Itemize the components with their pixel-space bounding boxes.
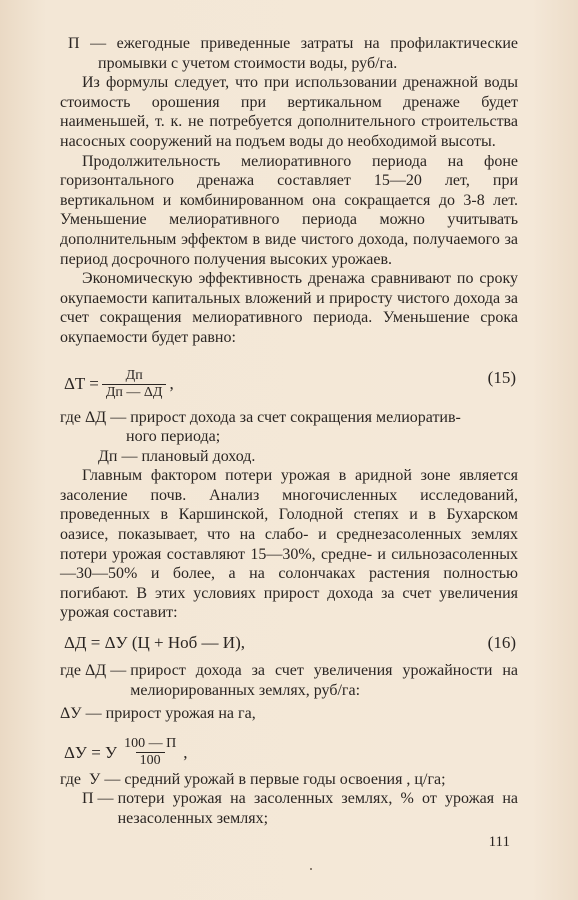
- paragraph-definition-p: П — ежегодные приведенные затраты на профилактические промывки с учетом стоимости воды, руб/га.: [68, 35, 518, 72]
- formula-yield-fraction: [120, 736, 180, 769]
- definition-text: средний урожай в первые годы освоения , ц/га;: [124, 770, 446, 788]
- definitions-15: [60, 408, 518, 467]
- formula-16: [60, 627, 518, 659]
- definition-text: плановый доход.: [141, 447, 256, 465]
- paragraph-economic-efficiency: Экономическую эффективность дренажа сравнивают по сроку окупаемости капитальных вложений и приросту чистого дохода за счет сокращения мелиоративного периода. Уменьшение срока окупаемости будет равно:: [60, 270, 518, 346]
- definition-row: [60, 408, 518, 428]
- definition-continuation: ного периода;: [126, 428, 221, 446]
- definition-row: [60, 704, 518, 724]
- definition-label: П —: [82, 790, 118, 808]
- definition-label: Дп —: [98, 447, 142, 465]
- definition-row: [60, 447, 518, 467]
- formula-yield-numerator: 100 — П: [124, 735, 177, 751]
- formula-15-numerator: Дп: [125, 367, 143, 383]
- paragraph-drainage-cost: Из формулы следует, что при использовании дренажной воды стоимость орошения при вертикальном дренаже будет наименьшей, т. к. не потребуется дополнительного строительства насосных сооружений на подъем воды до необходимой высоты.: [60, 74, 518, 150]
- definition-label: где У —: [60, 770, 125, 788]
- page-body: [60, 34, 518, 829]
- definition-row: [60, 661, 518, 700]
- formula-16-number: (16): [487, 633, 516, 653]
- definitions-final: [60, 770, 518, 829]
- definition-text: потери урожая на засоленных землях, % от урожая на незасоленных землях;: [117, 790, 518, 827]
- formula-yield-tail: ,: [183, 742, 188, 762]
- definition-label: где ΔД —: [60, 408, 131, 426]
- definition-label: ΔУ —: [60, 705, 106, 723]
- definition-text: прирост дохода за счет сокращения мелиоратив-: [130, 408, 461, 426]
- definitions-16: [60, 661, 518, 724]
- formula-15-tail: ,: [169, 374, 174, 394]
- formula-15-denominator: Дп — ΔД: [102, 384, 167, 401]
- formula-15: [60, 354, 518, 404]
- definition-text: прирост дохода за счет увеличения урожайности на мелиорированных землях, руб/га:: [130, 662, 518, 699]
- page-number: 111: [488, 834, 510, 850]
- paragraph-melioration-period: Продолжительность мелиоративного периода на фоне горизонтального дренажа составляет 15—20 лет, при вертикальном и комбинированном она сокращается до 3-8 лет. Уменьшение мелиоративного периода можно учитывать дополнительным эффектом в виде чистого дохода, получаемого за период досрочного получения высоких урожаев.: [60, 152, 518, 268]
- definition-row: [60, 770, 518, 790]
- formula-yield-denominator: 100: [136, 752, 165, 769]
- formula-16-expression: ΔД = ΔУ (Ц + Ноб — И),: [64, 633, 245, 653]
- definition-label: где ΔД —: [60, 662, 131, 680]
- definition-row: [60, 789, 518, 828]
- paragraph-salinization: Главным фактором потери урожая в аридной зоне является засоление почв. Анализ многочисленных исследований, проведенных в Каршинской, Голодной степях и в Бухарском оазисе, показывает, что на слабо- и среднезасоленных землях потери урожая составляют 15—30%, средне- и сильнозасоленных —30—50% и более, а на солончаках растения полностью погибают. В этих условиях прирост дохода за счет увеличения урожая составит:: [60, 467, 518, 622]
- formula-yield-gain: [60, 728, 518, 770]
- formula-yield-lhs: ΔУ = У: [64, 742, 118, 762]
- formula-15-fraction: [102, 368, 167, 401]
- definition-text: прирост урожая на га,: [105, 705, 256, 723]
- formula-15-lhs: ΔT =: [64, 374, 99, 394]
- formula-15-number: (15): [487, 367, 516, 387]
- paper-speck: [310, 868, 312, 870]
